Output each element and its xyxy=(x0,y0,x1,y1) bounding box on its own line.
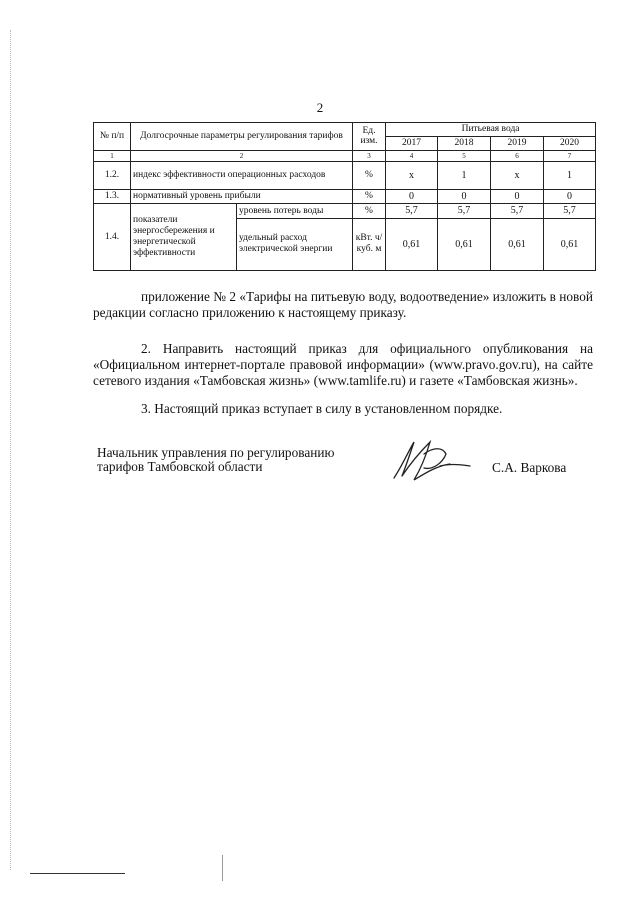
footer-rule xyxy=(30,873,125,874)
footer-mark xyxy=(222,855,223,881)
row-value: 0,61 xyxy=(491,218,544,270)
header-num: № п/п xyxy=(94,123,131,151)
header-param: Долгосрочные параметры регулирования тарифов xyxy=(131,123,353,151)
header-unit: Ед. изм. xyxy=(353,123,386,151)
row-value: х xyxy=(491,161,544,189)
header-year: 2017 xyxy=(386,136,438,150)
row-value: 0,61 xyxy=(438,218,491,270)
row-value: 1 xyxy=(544,161,596,189)
regulation-parameters-table xyxy=(93,122,596,271)
signatory-name: С.А. Варкова xyxy=(492,460,567,475)
index-cell: 4 xyxy=(386,150,438,161)
row-num: 1.2. xyxy=(94,161,131,189)
row-param: индекс эффективности операционных расходов xyxy=(131,161,353,189)
row-value: х xyxy=(386,161,438,189)
row-param: удельный расход электрической энергии xyxy=(237,218,353,270)
header-drinking-water: Питьевая вода xyxy=(386,123,596,137)
header-year: 2020 xyxy=(544,136,596,150)
paragraph-appendix: приложение № 2 «Тарифы на питьевую воду, водоотведение» изложить в новой редакции согласно приложению к настоящему приказу. xyxy=(93,289,593,320)
table-row-1-3 xyxy=(94,189,596,204)
row-value: 1 xyxy=(438,161,491,189)
signatory-title-line1: Начальник управления по регулированию xyxy=(97,445,335,460)
index-cell: 1 xyxy=(94,150,131,161)
row-value: 0 xyxy=(438,189,491,204)
row-value: 5,7 xyxy=(386,204,438,219)
row-value: 0,61 xyxy=(544,218,596,270)
row-num: 1.3. xyxy=(94,189,131,204)
page-number: 2 xyxy=(316,100,324,115)
row-param: нормативный уровень прибыли xyxy=(131,189,353,204)
paragraph-publication: 2. Направить настоящий приказ для официального опубликования на «Официальном интернет-портале правовой информации» (www.pravo.gov.ru), на сайте сетевого издания «Тамбовская жизнь» (www.tamlife.ru) и газете «Тамбовская жизнь». xyxy=(93,341,593,388)
table-row-1-4-water-loss xyxy=(94,204,596,219)
paragraph-effective: 3. Настоящий приказ вступает в силу в установленном порядке. xyxy=(141,401,503,416)
row-num: 1.4. xyxy=(94,204,131,271)
margin-dotted-line xyxy=(10,30,11,870)
row-value: 0 xyxy=(544,189,596,204)
header-year: 2019 xyxy=(491,136,544,150)
header-year: 2018 xyxy=(438,136,491,150)
row-value: 0 xyxy=(491,189,544,204)
row-value: 5,7 xyxy=(544,204,596,219)
row-unit: % xyxy=(353,161,386,189)
table-index-row xyxy=(94,150,596,161)
row-value: 5,7 xyxy=(491,204,544,219)
row-unit: % xyxy=(353,204,386,219)
index-cell: 3 xyxy=(353,150,386,161)
row-value: 5,7 xyxy=(438,204,491,219)
signatory-title-line2: тарифов Тамбовской области xyxy=(97,459,263,474)
table-row-1-2 xyxy=(94,161,596,189)
index-cell: 5 xyxy=(438,150,491,161)
row-unit: % xyxy=(353,189,386,204)
index-cell: 2 xyxy=(131,150,353,161)
index-cell: 7 xyxy=(544,150,596,161)
table-header-row xyxy=(94,123,596,137)
handwritten-signature xyxy=(380,430,480,490)
row-group: показатели энергосбережения и энергетической эффективности xyxy=(131,204,237,271)
signatory-title xyxy=(97,446,334,474)
row-unit: кВт. ч/ куб. м xyxy=(353,218,386,270)
row-value: 0 xyxy=(386,189,438,204)
row-value: 0,61 xyxy=(386,218,438,270)
index-cell: 6 xyxy=(491,150,544,161)
row-param: уровень потерь воды xyxy=(237,204,353,219)
